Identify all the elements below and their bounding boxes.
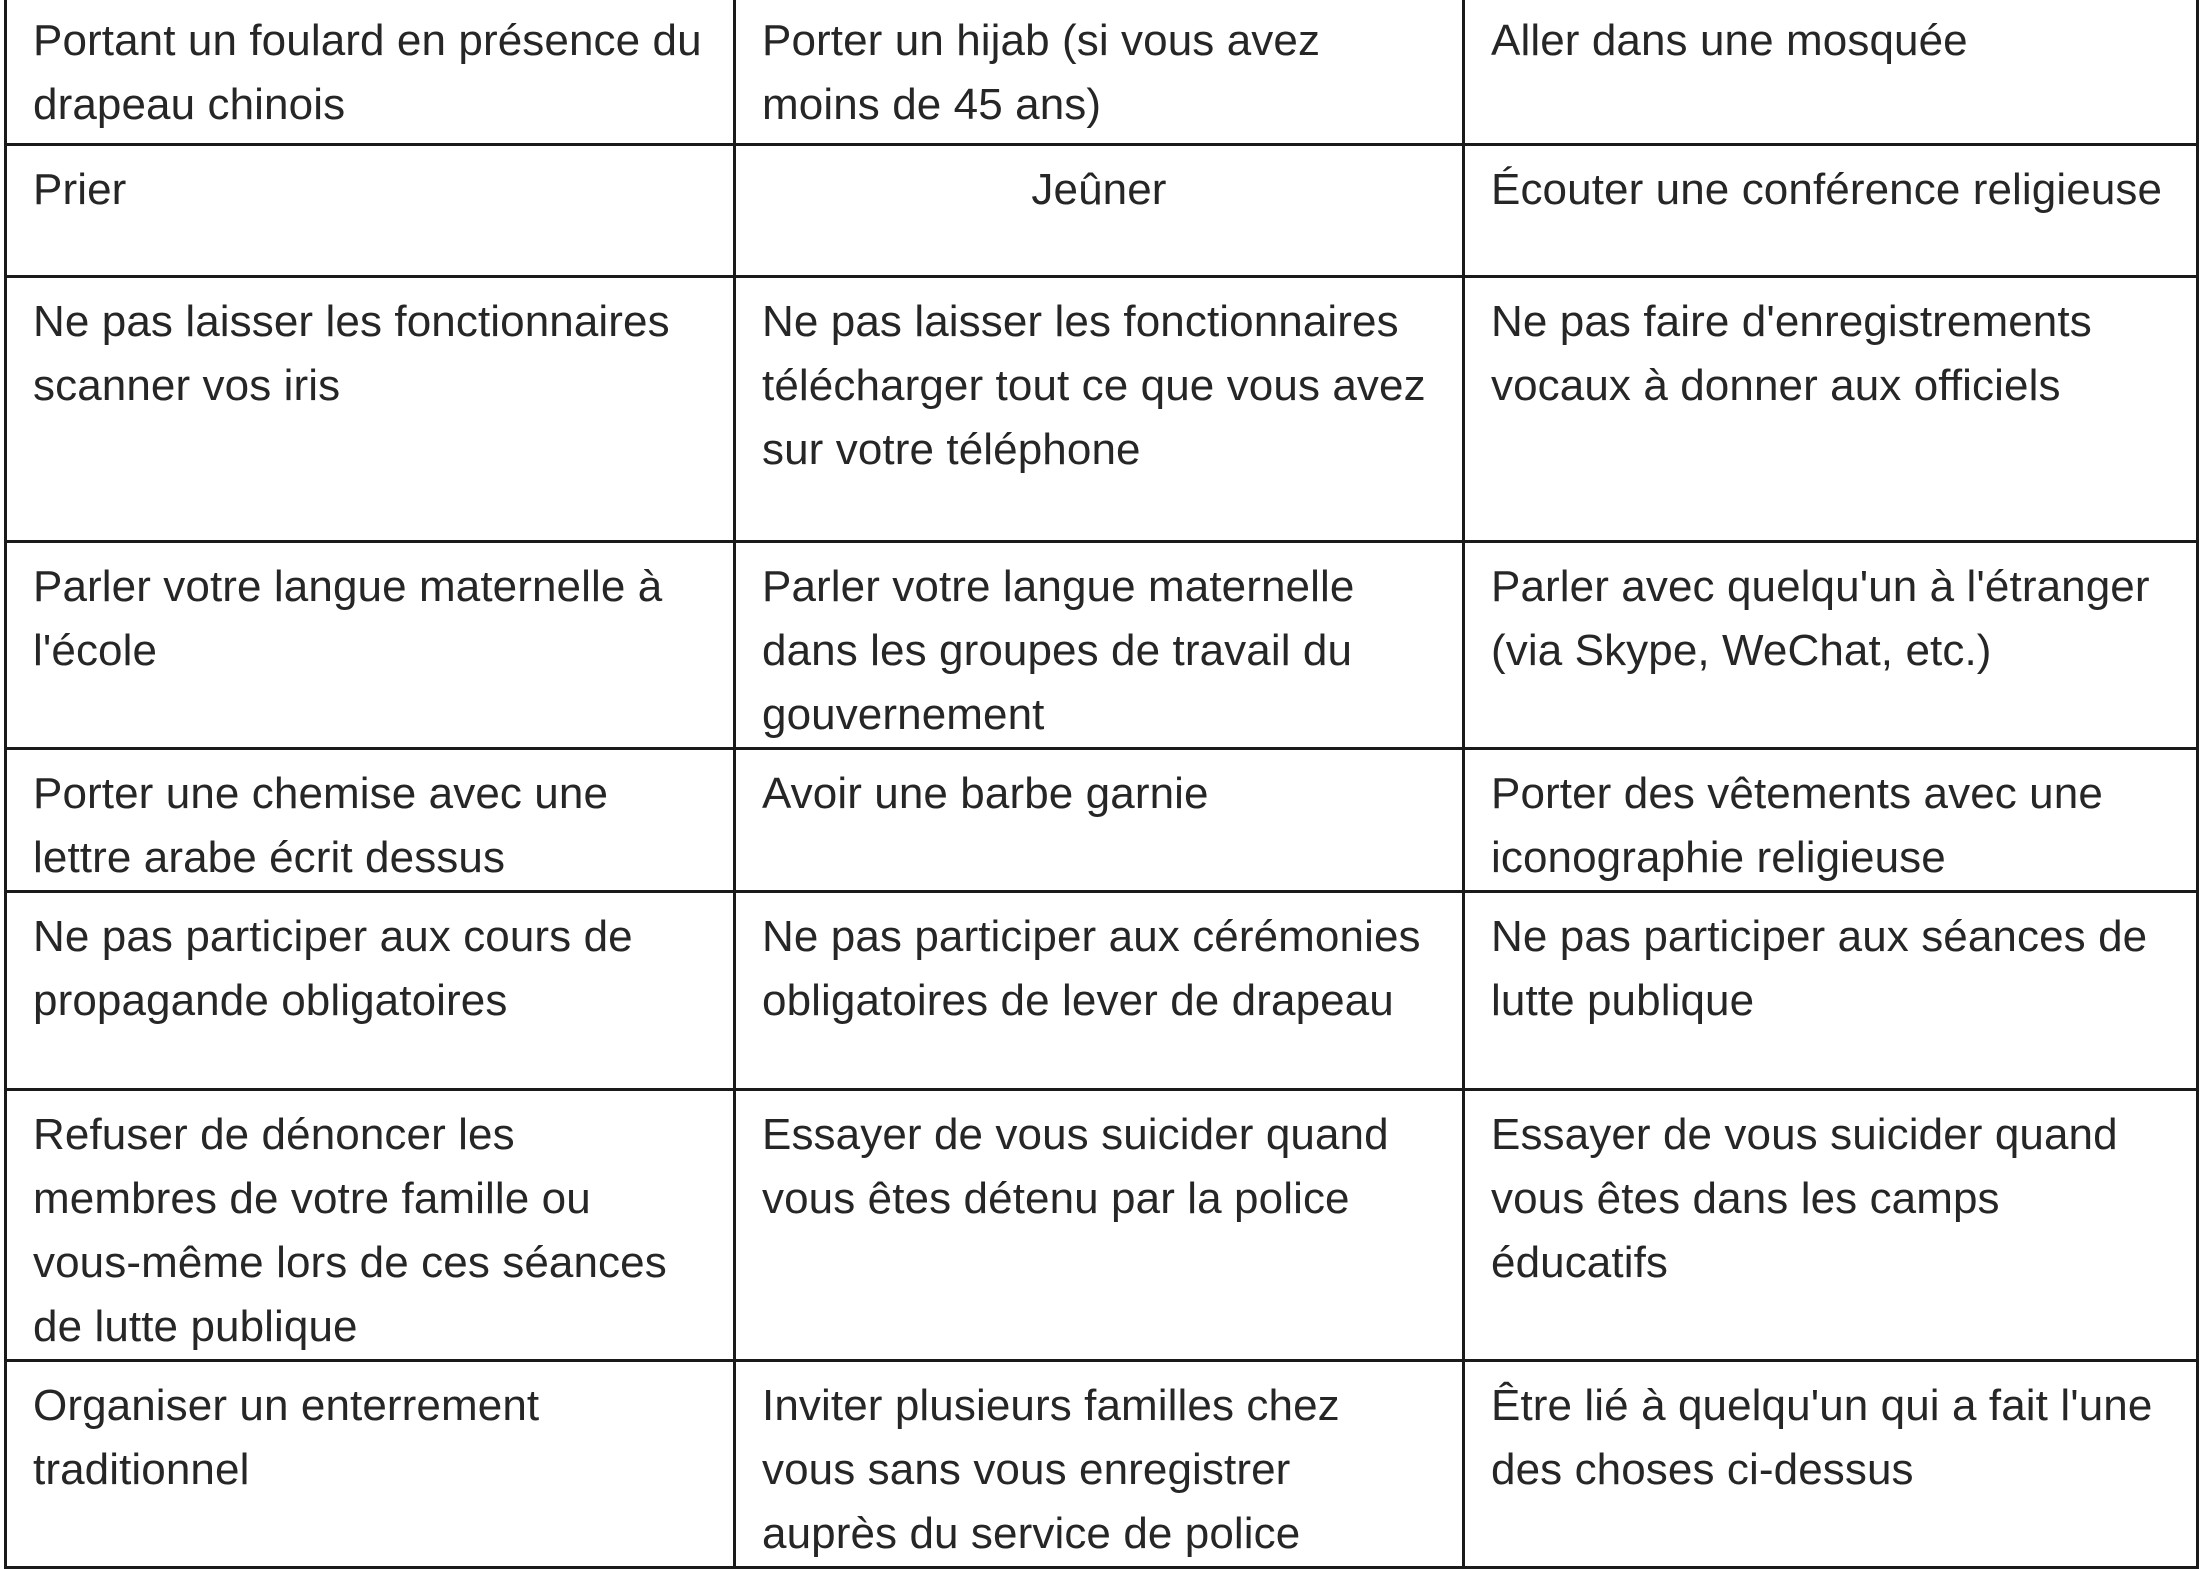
table-cell: Avoir une barbe garnie [735,749,1464,892]
table-cell: Portant un foulard en présence du drapeau chinois [6,0,735,145]
table-cell: Refuser de dénoncer les membres de votre famille ou vous-même lors de ces séances de lutte publique [6,1090,735,1361]
table-row [6,0,2198,145]
table-cell: Inviter plusieurs familles chez vous sans vous enregistrer auprès du service de police [735,1361,1464,1568]
table-cell: Ne pas laisser les fonctionnaires télécharger tout ce que vous avez sur votre téléphone [735,277,1464,542]
table-cell: Porter une chemise avec une lettre arabe écrit dessus [6,749,735,892]
table-cell: Organiser un enterrement traditionnel [6,1361,735,1568]
table-cell: Essayer de vous suicider quand vous êtes dans les camps éducatifs [1464,1090,2198,1361]
table-cell: Parler votre langue maternelle à l'école [6,542,735,749]
table-cell: Ne pas faire d'enregistrements vocaux à donner aux officiels [1464,277,2198,542]
table-cell: Parler avec quelqu'un à l'étranger (via Skype, WeChat, etc.) [1464,542,2198,749]
table-row [6,542,2198,749]
table-cell: Ne pas participer aux cours de propagande obligatoires [6,892,735,1090]
table-row [6,1361,2198,1568]
table-cell: Parler votre langue maternelle dans les groupes de travail du gouvernement [735,542,1464,749]
table-row [6,1090,2198,1361]
table-row [6,892,2198,1090]
table-cell: Aller dans une mosquée [1464,0,2198,145]
table-row [6,145,2198,277]
table-cell: Écouter une conférence religieuse [1464,145,2198,277]
table-row [6,749,2198,892]
table-cell: Jeûner [735,145,1464,277]
table-cell: Ne pas participer aux séances de lutte publique [1464,892,2198,1090]
table-cell: Prier [6,145,735,277]
table-row [6,277,2198,542]
prohibited-actions-table [4,0,2199,1569]
table-cell: Porter un hijab (si vous avez moins de 45 ans) [735,0,1464,145]
table-cell: Être lié à quelqu'un qui a fait l'une des choses ci-dessus [1464,1361,2198,1568]
table-cell: Ne pas laisser les fonctionnaires scanner vos iris [6,277,735,542]
table-cell: Essayer de vous suicider quand vous êtes détenu par la police [735,1090,1464,1361]
table-cell: Porter des vêtements avec une iconographie religieuse [1464,749,2198,892]
table-cell: Ne pas participer aux cérémonies obligatoires de lever de drapeau [735,892,1464,1090]
